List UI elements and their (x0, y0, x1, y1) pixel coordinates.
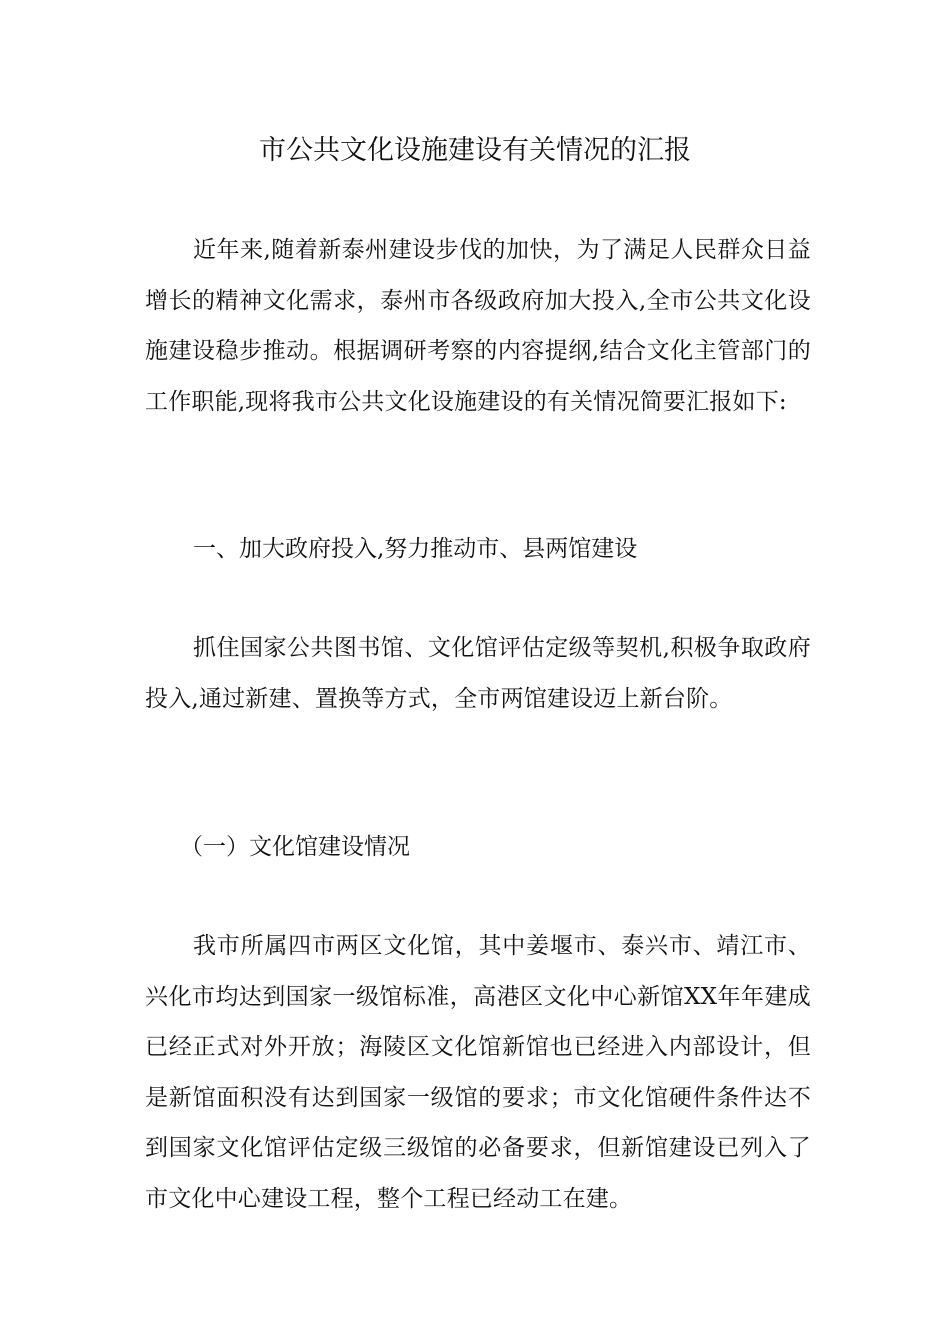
subsection-heading-1: （一）文化馆建设情况 (180, 834, 410, 860)
section-paragraph-1: 抓住国家公共图书馆、文化馆评估定级等契机,积极争取政府投入,通过新建、置换等方式，全市两馆建设迈上新台阶。 (145, 635, 811, 712)
intro-paragraph: 近年来,随着新泰州建设步伐的加快，为了满足人民群众日益增长的精神文化需求，泰州市各级政府加大投入,全市公共文化设施建设稳步推动。根据调研考察的内容提纲,结合文化主管部门的工作职能,现将我市公共文化设施建设的有关情况简要汇报如下: (145, 237, 811, 415)
section-heading-1: 一、加大政府投入,努力推动市、县两馆建设 (193, 536, 638, 562)
document-title: 市公共文化设施建设有关情况的汇报 (259, 135, 691, 166)
subsection-paragraph-1: 我市所属四市两区文化馆，其中姜堰市、泰兴市、靖江市、兴化市均达到国家一级馆标准，高港区文化中心新馆XX年年建成已经正式对外开放；海陵区文化馆新馆也已经进入内部设计，但是新馆面积没有达到国家一级馆的要求；市文化馆硬件条件达不到国家文化馆评估定级三级馆的必备要求，但新馆建设已列入了市文化中心建设工程，整个工程已经动工在建。 (145, 933, 811, 1212)
